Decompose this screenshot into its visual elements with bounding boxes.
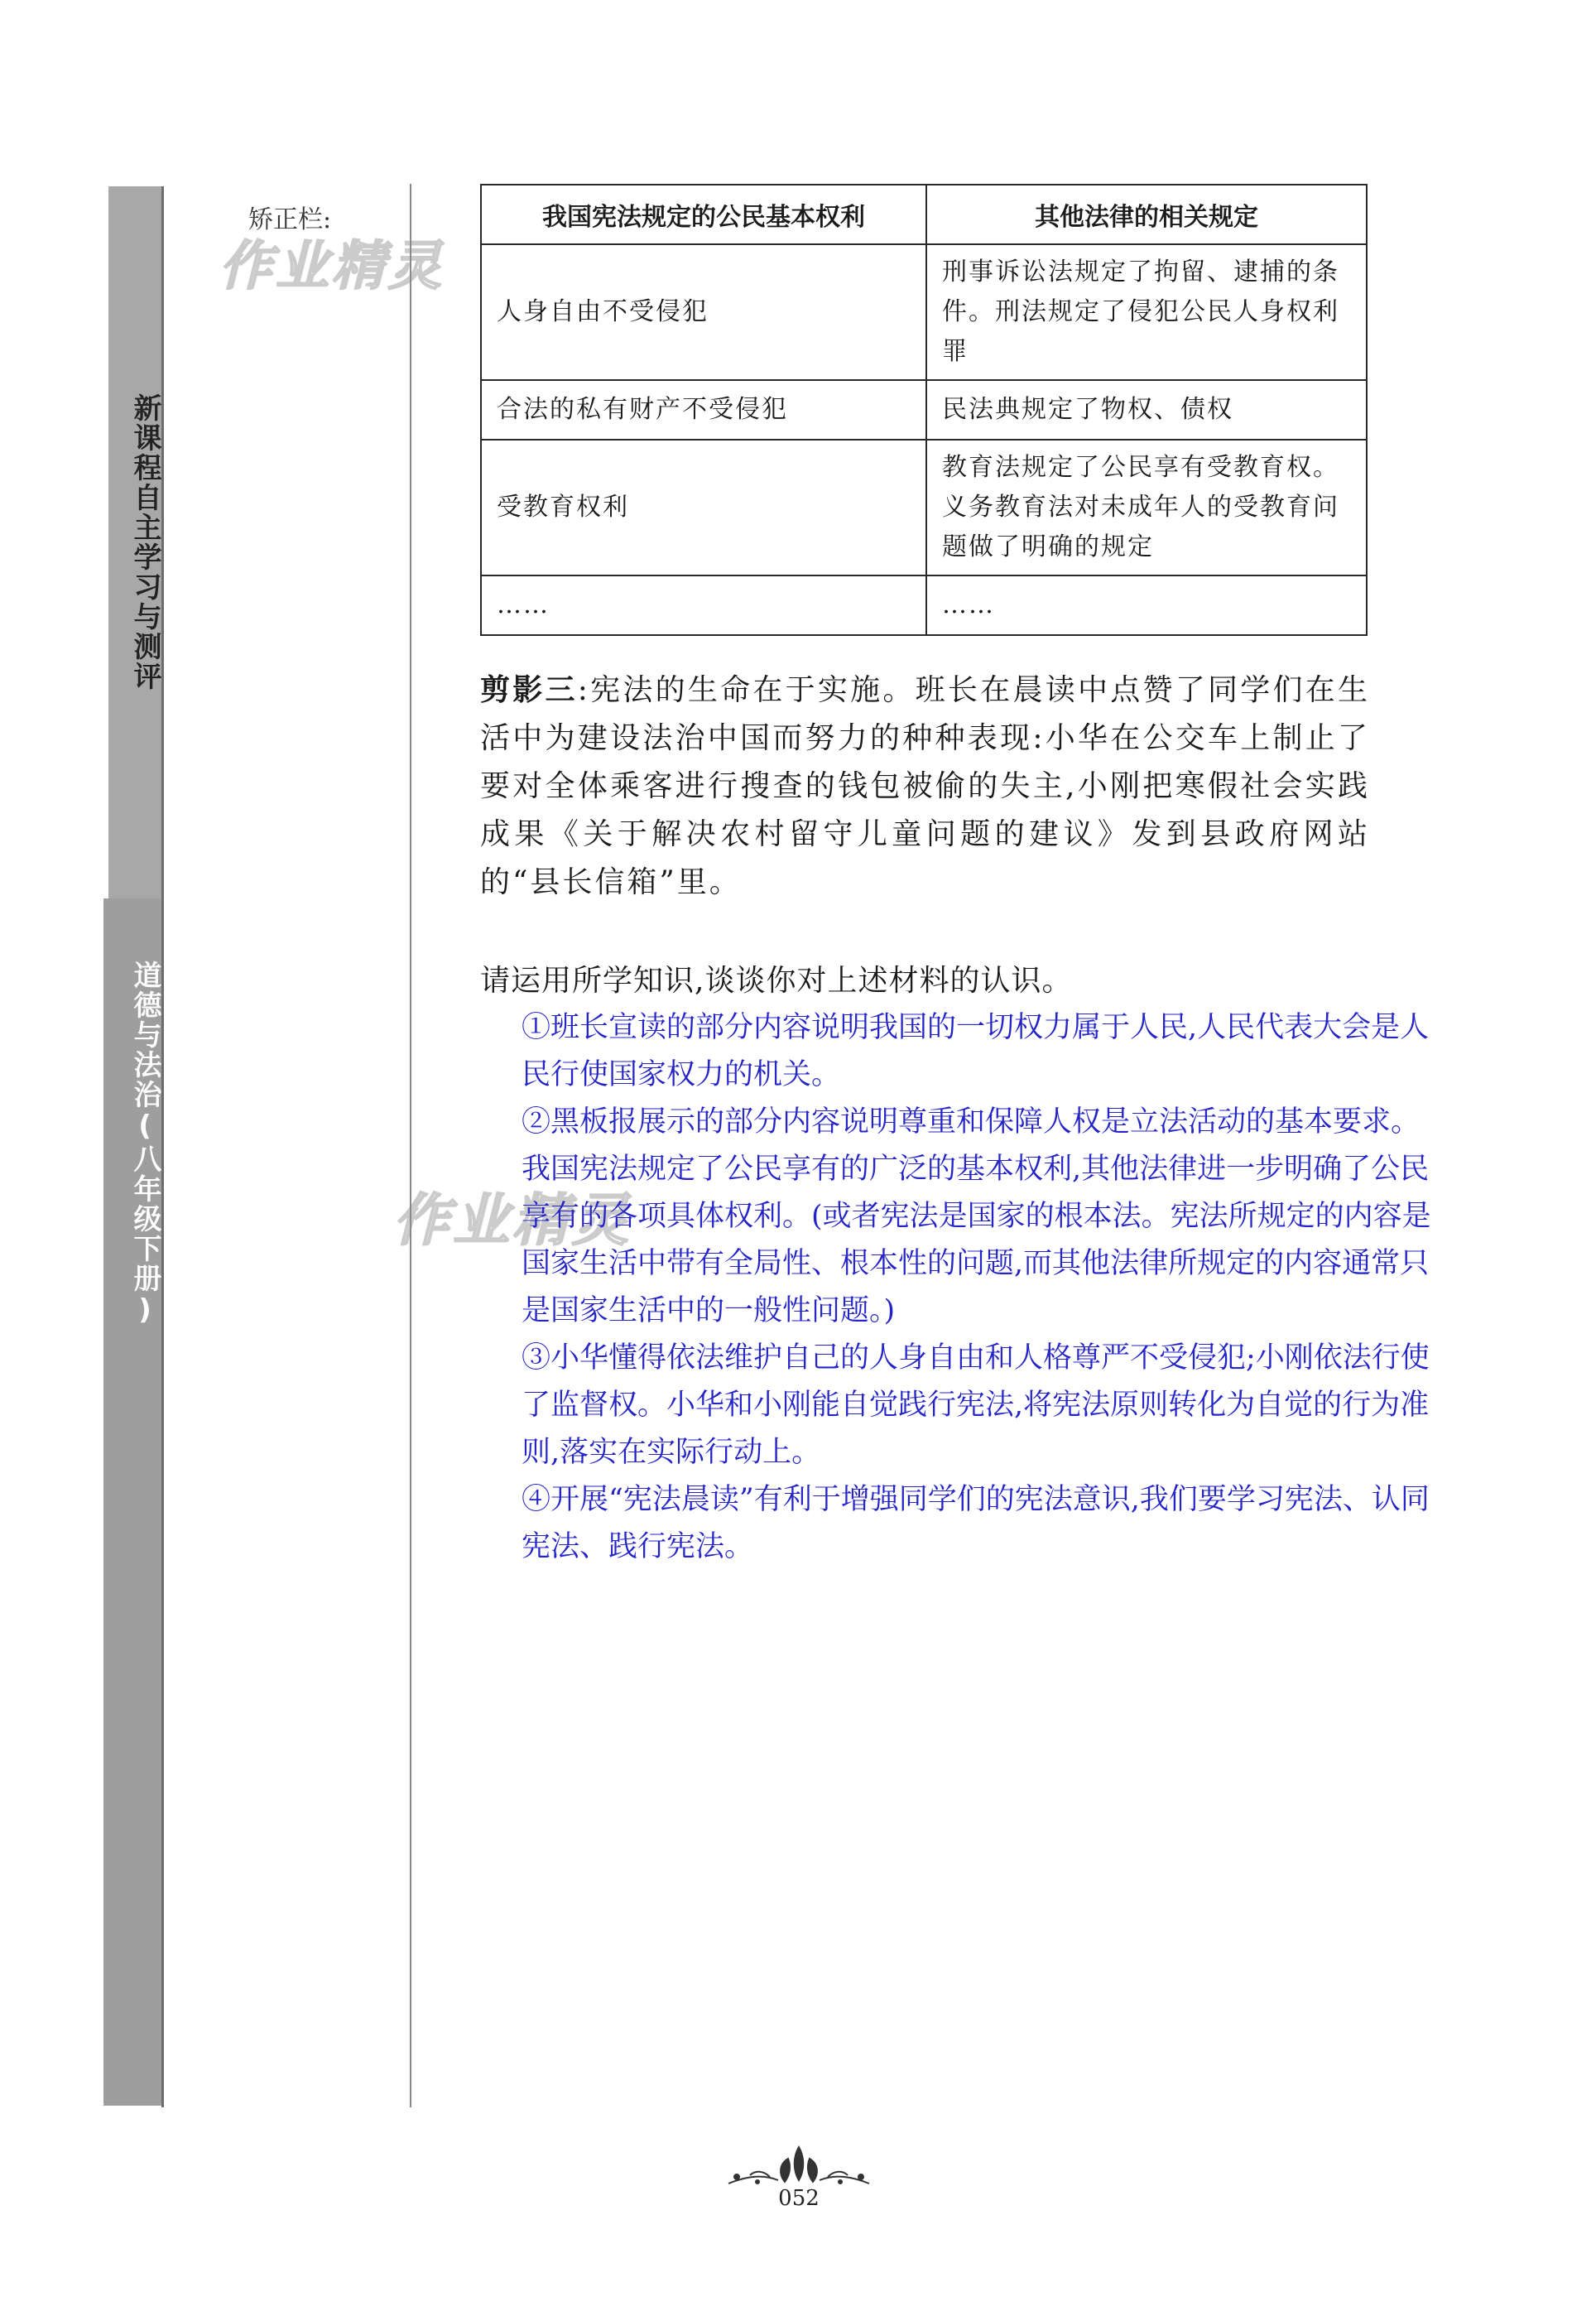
answer-item: ④开展“宪法晨读”有利于增强同学们的宪法意识,我们要学习宪法、认同宪法、践行宪法。 bbox=[522, 1483, 1430, 1563]
table-header-constitution: 我国宪法规定的公民基本权利 bbox=[481, 185, 926, 244]
rights-comparison-table bbox=[480, 184, 1368, 636]
question-prompt: 请运用所学知识,谈谈你对上述材料的认识。 bbox=[480, 964, 1073, 998]
table-header-other-laws: 其他法律的相关规定 bbox=[926, 185, 1367, 244]
table-row bbox=[481, 244, 1367, 380]
correction-margin-divider bbox=[410, 184, 411, 2107]
question-body: :宪法的生命在于实施。班长在晨读中点赞了同学们在生活中为建设法治中国而努力的种种表现:小华在公交车上制止了要对全体乘客进行搜查的钱包被偷的失主,小刚把寒假社会实践成果《关于解决农村留守儿童问题的建议》发到县政府网站的“县长信箱”里。 bbox=[480, 673, 1370, 899]
sidebar-series-title: 新课程自主学习与测评 bbox=[128, 393, 161, 691]
watermark-middle: 作业精灵 bbox=[393, 1188, 632, 1254]
sidebar-edge bbox=[161, 186, 164, 2107]
answer-item: ②黑板报展示的部分内容说明尊重和保障人权是立法活动的基本要求。我国宪法规定了公民享有的广泛的基本权利,其他法律进一步明确了公民享有的各项具体权利。(或者宪法是国家的根本法。宪法所规定的内容是国家生活中带有全局性、根本性的问题,而其他法律所规定的内容通常只是国家生活中的一般性问题。) bbox=[522, 1105, 1431, 1327]
table-row bbox=[481, 380, 1367, 440]
answer-item: ③小华懂得依法维护自己的人身自由和人格尊严不受侵犯;小刚依法行使了监督权。小华和小刚能自觉践行宪法,将宪法原则转化为自觉的行为准则,落实在实际行动上。 bbox=[522, 1341, 1430, 1469]
answer-item: ①班长宣读的部分内容说明我国的一切权力属于人民,人民代表大会是人民行使国家权力的机关。 bbox=[522, 1011, 1430, 1091]
table-row bbox=[481, 440, 1367, 575]
table-row bbox=[481, 575, 1367, 635]
question-paragraph bbox=[480, 667, 1370, 907]
table-cell-right: 受教育权利 bbox=[481, 440, 926, 575]
table-cell-right: 合法的私有财产不受侵犯 bbox=[481, 380, 926, 440]
sidebar-subject-band bbox=[103, 898, 161, 2106]
table-cell-law: 刑事诉讼法规定了拘留、逮捕的条件。刑法规定了侵犯公民人身权利罪 bbox=[926, 244, 1367, 380]
sidebar-series-band bbox=[103, 186, 161, 898]
table-cell-law: 教育法规定了公民享有受教育权。义务教育法对未成年人的受教育问题做了明确的规定 bbox=[926, 440, 1367, 575]
table-cell-law: 民法典规定了物权、债权 bbox=[926, 380, 1367, 440]
watermark-top: 作业精灵 bbox=[219, 236, 445, 297]
page-number: 052 bbox=[778, 2186, 820, 2211]
table-header-row bbox=[481, 185, 1367, 244]
footer-ornament-icon bbox=[712, 2140, 886, 2190]
table-cell-right: 人身自由不受侵犯 bbox=[481, 244, 926, 380]
table-cell-right: …… bbox=[481, 575, 926, 635]
question-lead: 剪影三 bbox=[480, 673, 578, 707]
handwritten-answers bbox=[522, 1004, 1440, 1571]
table-cell-law: …… bbox=[926, 575, 1367, 635]
correction-column-label: 矫正栏: bbox=[248, 205, 332, 234]
sidebar-subject-title: 道德与法治(八年级下册) bbox=[128, 961, 161, 1328]
